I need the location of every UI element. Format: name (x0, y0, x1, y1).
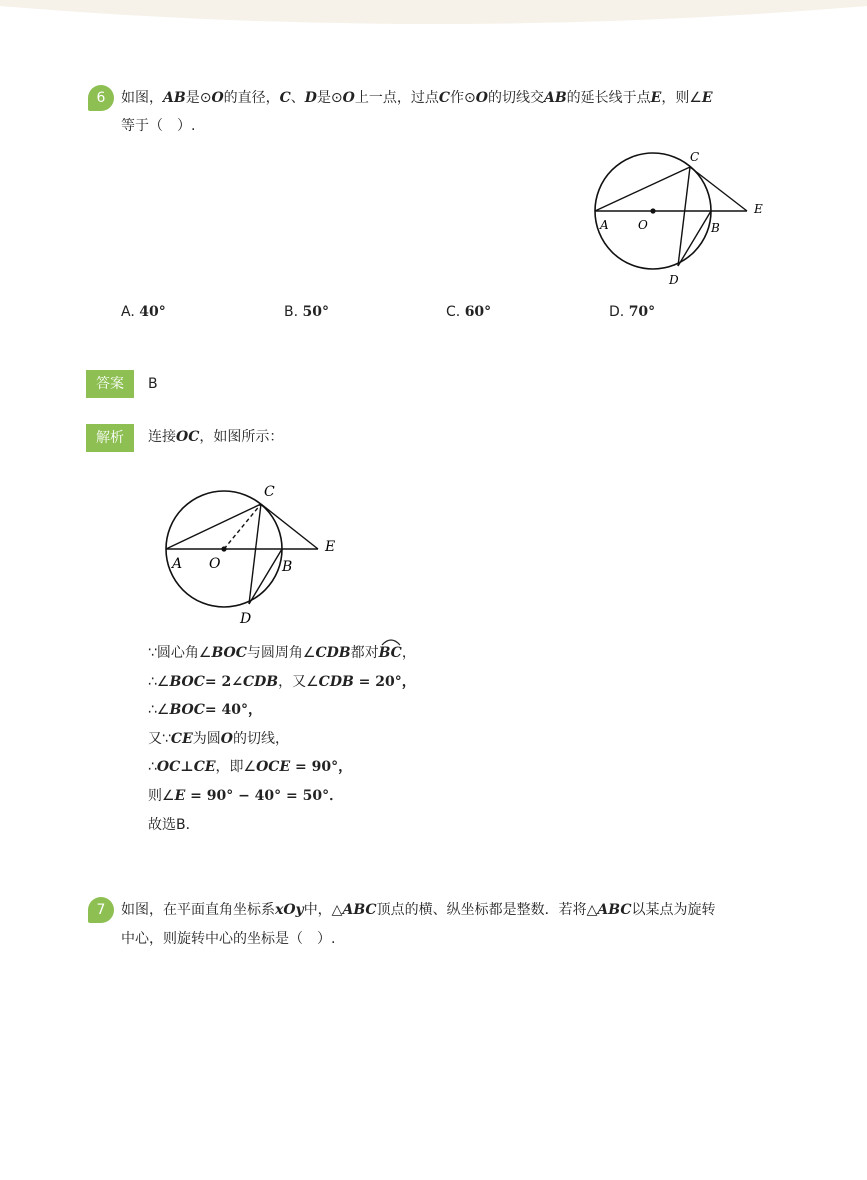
option-value: 60° (464, 304, 492, 320)
segment-OC-dashed (224, 504, 261, 549)
step-math: = 40°， (204, 702, 262, 718)
math-BOC: BOC (169, 702, 205, 718)
segment-CE (690, 167, 747, 211)
label-B: B (711, 221, 720, 235)
stem-text: 是⊙ (185, 90, 212, 106)
label-O: O (638, 218, 648, 232)
math-OCE: OCE (256, 759, 291, 775)
stem-text: 中，△ (303, 902, 343, 918)
question-6-stem-line2: 等于（ ）. (121, 118, 196, 134)
analysis-intro (148, 427, 283, 447)
solution-step-2 (148, 672, 416, 692)
solution-step-5 (148, 757, 352, 777)
solution-step-3 (148, 700, 262, 720)
math-O: O (220, 731, 233, 747)
solution-figure (155, 477, 355, 632)
label-E: E (325, 539, 336, 555)
option-a[interactable] (121, 302, 166, 322)
answer-tag: 答案 (86, 370, 134, 398)
header-band (0, 0, 867, 30)
label-A: A (172, 556, 183, 572)
math-CE: CE (193, 759, 216, 775)
segment-CD (678, 167, 690, 266)
answer-value: B (148, 376, 158, 392)
stem-text: ，则∠ (661, 90, 702, 106)
math-O: O (211, 90, 224, 106)
option-value: 70° (628, 304, 656, 320)
math-AB: AB (163, 90, 186, 106)
math-E: E (650, 90, 662, 106)
option-letter: C. (446, 304, 461, 320)
step-text: ， (401, 645, 416, 661)
question-number-badge: 6 (88, 85, 114, 111)
label-A: A (600, 218, 609, 232)
step-text: 的切线， (232, 731, 289, 747)
question-6-stem-line1 (121, 88, 713, 108)
step-text: ∵圆心角∠ (148, 645, 212, 661)
stem-text: 的切线交 (487, 90, 544, 106)
question-7-stem-line1 (121, 900, 715, 920)
step-text: ∴∠ (148, 702, 170, 718)
math-ABC: ABC (342, 902, 377, 918)
label-C: C (690, 150, 700, 164)
stem-text: 以某点为旋转 (631, 902, 716, 918)
option-letter: A. (121, 304, 135, 320)
math-CDB: CDB (242, 674, 279, 690)
analysis-text: 连接 (148, 429, 176, 445)
center-point (650, 208, 655, 213)
math-ABC: ABC (597, 902, 632, 918)
math-O: O (475, 90, 488, 106)
step-math: ⊥ (180, 759, 194, 775)
center-point (221, 546, 226, 551)
stem-text: 如图，在平面直角坐标系 (121, 902, 275, 918)
math-BOC: BOC (211, 645, 247, 661)
step-math: = 90° − 40° = 50°． (185, 788, 344, 804)
step-text: ∴∠ (148, 674, 170, 690)
stem-text: 的直径， (223, 90, 280, 106)
solution-step-1 (148, 643, 416, 663)
math-D: D (304, 90, 317, 106)
stem-text: 如图， (121, 90, 163, 106)
step-text: ，即∠ (215, 759, 257, 775)
circle-tangent-figure (580, 145, 770, 293)
math-OC: OC (156, 759, 181, 775)
step-text: 与圆周角∠ (246, 645, 316, 661)
stem-text: 作⊙ (450, 90, 476, 106)
step-math: = 20°， (353, 674, 416, 690)
step-text: 为圆 (192, 731, 221, 747)
solution-step-6 (148, 786, 343, 806)
math-BC: BC (378, 645, 402, 661)
stem-text: 上一点，过点 (354, 90, 439, 106)
math-E: E (701, 90, 713, 106)
option-letter: D. (609, 304, 625, 320)
math-CE: CE (170, 731, 193, 747)
stem-text: 顶点的横、纵坐标都是整数．若将△ (376, 902, 598, 918)
arc-mark-icon (381, 638, 401, 646)
option-value: 40° (139, 304, 166, 320)
label-D: D (240, 611, 252, 627)
math-C: C (438, 90, 451, 106)
label-B: B (282, 559, 293, 575)
label-O: O (209, 556, 221, 572)
segment-CD (249, 504, 261, 604)
math-BOC: BOC (169, 674, 205, 690)
step-text: 又∵ (148, 731, 171, 747)
step-text: 都对 (350, 645, 379, 661)
segment-DB (678, 211, 711, 266)
math-CDB: CDB (318, 674, 354, 690)
stem-text: 的延长线于点 (566, 90, 651, 106)
option-d[interactable] (609, 302, 655, 322)
math-O: O (342, 90, 355, 106)
option-b[interactable] (284, 302, 329, 322)
math-arc-BC (379, 643, 402, 663)
analysis-text: ，如图所示： (199, 429, 284, 445)
solution-step-4 (148, 729, 289, 749)
math-E: E (174, 788, 186, 804)
label-D: D (669, 273, 679, 287)
segment-CE (261, 504, 318, 549)
analysis-tag: 解析 (86, 424, 134, 452)
math-C: C (279, 90, 291, 106)
question-7-stem-line2: 中心，则旋转中心的坐标是（ ）. (121, 931, 336, 947)
stem-text: 是⊙ (316, 90, 343, 106)
option-letter: B. (284, 304, 299, 320)
solution-step-7: 故选B． (148, 817, 200, 833)
step-math: = 90°， (290, 759, 353, 775)
label-E: E (754, 202, 763, 216)
math-OC: OC (176, 429, 200, 445)
question-number-badge: 7 (88, 897, 114, 923)
stem-text: 、 (290, 90, 305, 106)
label-C: C (264, 484, 275, 500)
option-value: 50° (302, 304, 329, 320)
step-math: = 2∠ (204, 674, 243, 690)
step-text: ，又∠ (278, 674, 319, 690)
math-xOy: xOy (275, 902, 304, 918)
step-text: ∴ (148, 759, 157, 775)
option-c[interactable] (446, 302, 491, 322)
step-text: 则∠ (148, 788, 175, 804)
math-CDB: CDB (315, 645, 351, 661)
math-AB: AB (543, 90, 567, 106)
